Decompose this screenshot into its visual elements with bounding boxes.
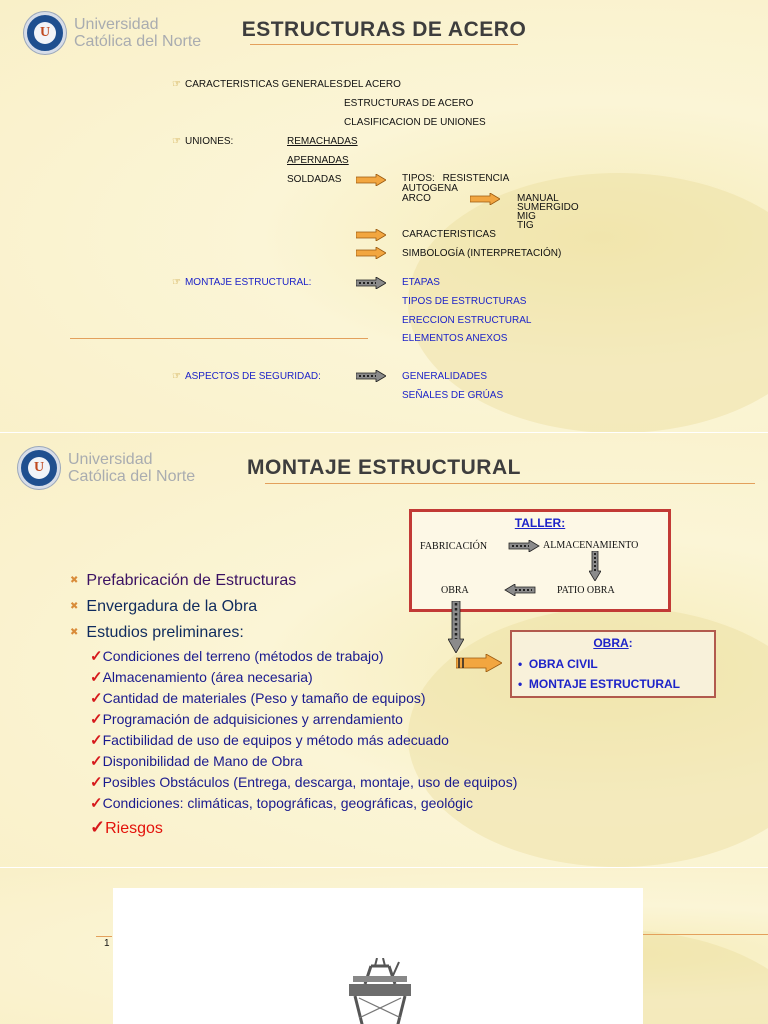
slide-line [643,934,768,935]
fabricacion-label: FABRICACIÓN [420,541,488,552]
structure-photo [113,888,643,1024]
check-item: ✓Condiciones: climáticas, topográficas, geográficas, geológic [90,795,473,812]
obra-box-item: • MONTAJE ESTRUCTURAL [518,677,680,691]
logo-line-2: Católica del Norte [68,468,196,485]
pointing-hand-icon: ☞ [172,371,181,382]
striped-right-arrow-icon [507,540,541,552]
taller-diagram-box [409,509,671,612]
apernadas-link[interactable]: APERNADAS [287,155,349,166]
pointing-hand-icon: ☞ [172,79,181,90]
checkmark-icon: ✓ [90,795,103,812]
check-item: ✓Condiciones del terreno (métodos de trabajo) [90,648,384,665]
arco-tipo: TIG [517,220,534,231]
checkmark-icon: ✓ [90,648,103,665]
logo-line-2: Católica del Norte [74,33,202,50]
simbologia-label: SIMBOLOGÍA (INTERPRETACIÓN) [402,248,562,259]
right-arrow-icon [356,174,386,186]
check-item: ✓Programación de adquisiciones y arrendamiento [90,711,403,728]
check-item: ✓Posibles Obstáculos (Entrega, descarga, montaje, uso de equipos) [90,774,518,791]
checkmark-icon: ✓ [90,753,103,770]
right-arrow-icon [356,247,386,259]
obra-box-title-row [512,637,714,650]
montaje-label: MONTAJE ESTRUCTURAL: [184,277,312,288]
uniones-label: UNIONES: [184,136,234,147]
title-underline [250,44,518,45]
seguridad-item-link[interactable]: SEÑALES DE GRÚAS [402,390,504,401]
checkmark-icon: ✓ [90,711,103,728]
x-bullet-icon: ✖ [70,575,79,586]
autogena-label: AUTOGENA [402,183,458,194]
caracteristicas-item: DEL ACERO [344,79,401,90]
checkmark-icon: ✓ [90,774,103,791]
logo-line-1: Universidad [68,451,153,468]
seguridad-item-link[interactable]: GENERALIDADES [402,371,488,382]
x-bullet-icon: ✖ [70,627,79,638]
caracteristicas-soldadura: CARACTERISTICAS [402,229,496,240]
montaje-item-link[interactable]: ETAPAS [402,277,440,288]
bullet-item: ✖ Envergadura de la Obra [70,598,258,615]
striped-down-arrow-icon [448,601,464,653]
resistencia-label: RESISTENCIA [442,173,510,184]
montaje-item-link[interactable]: ELEMENTOS ANEXOS [402,333,508,344]
striped-right-arrow-icon [356,277,386,289]
remachadas-link[interactable]: REMACHADAS [287,136,358,147]
x-bullet-icon: ✖ [70,601,79,612]
striped-right-arrow-icon [356,370,386,382]
taller-title: TALLER: [514,516,566,530]
striped-down-arrow-icon [589,551,601,581]
obra-box-title: OBRA [593,636,629,650]
arco-tipo: MIG [517,211,536,222]
bullet-item: ✖ Prefabricación de Estructuras [70,572,297,589]
striped-left-arrow-icon [502,584,538,596]
right-arrow-icon [356,229,386,241]
caracteristicas-item: ESTRUCTURAS DE ACERO [344,98,474,109]
check-item: ✓Cantidad de materiales (Peso y tamaño de equipos) [90,690,426,707]
checkmark-icon: ✓ [90,690,103,707]
bullet-item: ✖ Estudios preliminares: [70,624,244,641]
checkmark-icon: ✓ [90,732,103,749]
caracteristicas-label: CARACTERISTICAS GENERALES: [184,79,346,90]
logo-line-1: Universidad [74,16,159,33]
caracteristicas-row [172,79,346,90]
check-item: ✓Disponibilidad de Mano de Obra [90,753,303,770]
obra-label: OBRA [441,585,469,596]
patio-obra-label: PATIO OBRA [557,585,615,596]
slide-photo [0,868,768,1024]
pointing-hand-icon: ☞ [172,277,181,288]
arco-label: ARCO [402,193,431,204]
slide-estructuras-de-acero [0,0,768,432]
right-arrow-icon [456,654,502,672]
montaje-row [172,277,311,288]
caracteristicas-item: CLASIFICACION DE UNIONES [344,117,486,128]
obra-box-colon: : [628,636,633,650]
arco-tipo: SUMERGIDO [517,202,579,213]
riesgos-item: ✓Riesgos [90,817,163,837]
seguridad-label: ASPECTOS DE SEGURIDAD: [184,371,321,382]
obra-box-item: • OBRA CIVIL [518,657,598,671]
soldadas-label: SOLDADAS [287,174,342,185]
slide-montaje-estructural [0,433,768,867]
title-underline [265,483,755,484]
check-item: ✓Almacenamiento (área necesaria) [90,669,313,686]
checkmark-icon: ✓ [90,669,103,686]
arco-tipo: MANUAL [517,193,559,204]
slide-title: MONTAJE ESTRUCTURAL [247,456,521,479]
slide-number: 1 [104,938,110,949]
tipos-label: TIPOS: [402,173,435,184]
montaje-item-link[interactable]: TIPOS DE ESTRUCTURAS [402,296,527,307]
right-arrow-icon [470,193,500,205]
slide-title: ESTRUCTURAS DE ACERO [241,18,527,41]
checkmark-icon: ✓ [90,817,106,837]
almacenamiento-label: ALMACENAMIENTO [543,540,639,551]
seguridad-row [172,371,321,382]
obra-box [510,630,716,698]
uniones-row [172,136,233,147]
separator-line [70,338,368,339]
pointing-hand-icon: ☞ [172,136,181,147]
montaje-item-link[interactable]: ERECCION ESTRUCTURAL [402,315,532,326]
steel-tower-icon [335,958,425,1024]
check-item: ✓Factibilidad de uso de equipos y método más adecuado [90,732,449,749]
slide-line [96,936,112,937]
